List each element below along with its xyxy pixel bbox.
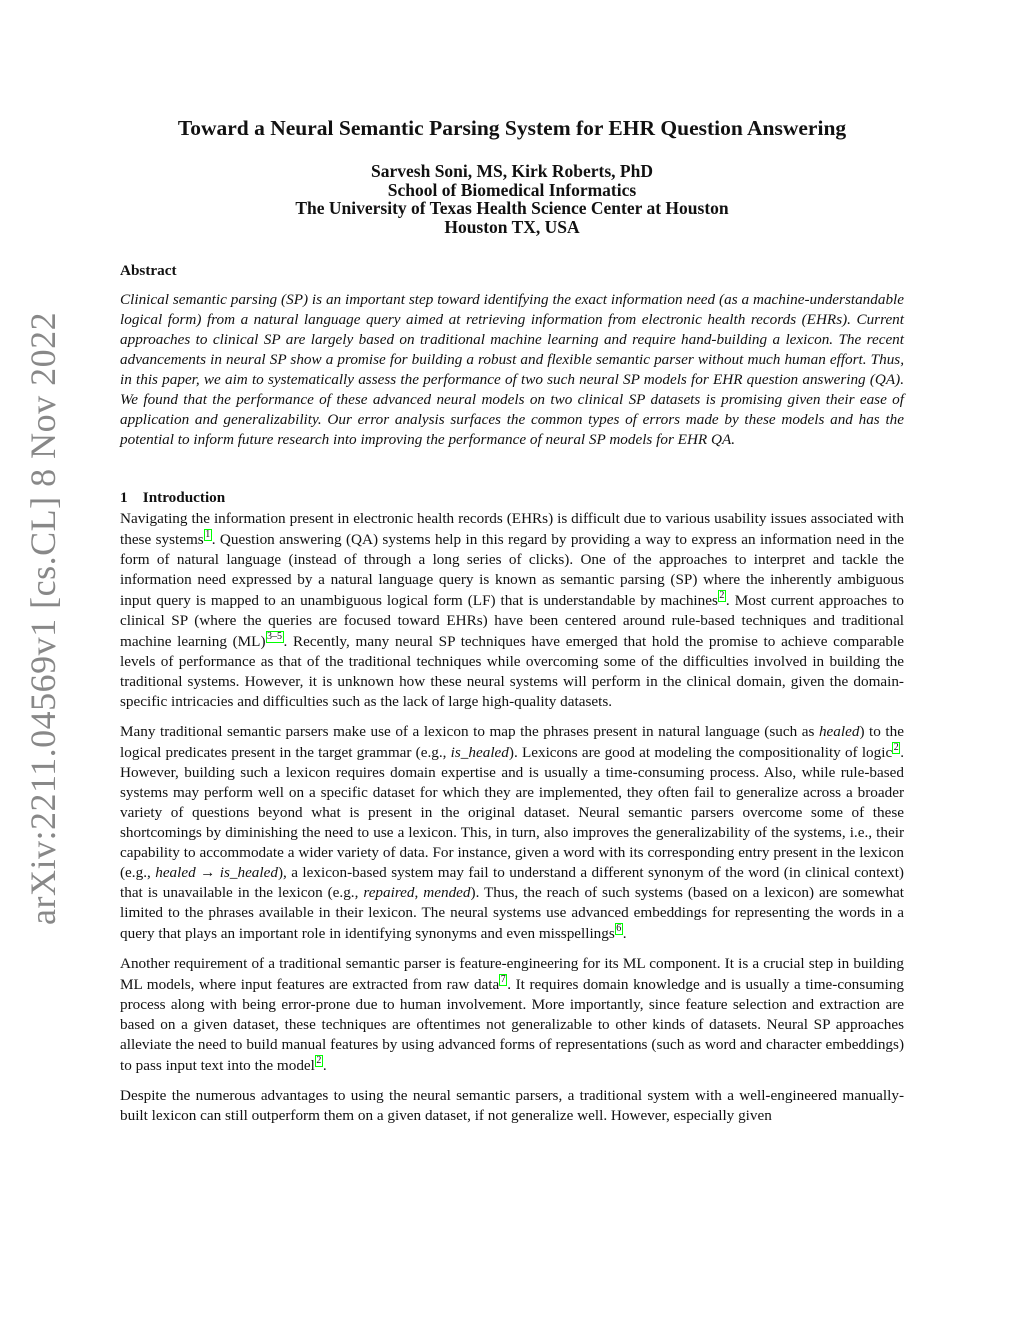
abstract-heading: Abstract <box>120 262 177 279</box>
paragraph <box>120 509 904 712</box>
citation-link[interactable]: 2 <box>893 742 899 753</box>
citation-link[interactable]: 6 <box>616 923 622 934</box>
text-run: . <box>322 1057 327 1074</box>
text-run: . <box>622 925 627 942</box>
authors-line: Sarvesh Soni, MS, Kirk Roberts, PhD <box>371 161 653 181</box>
text-run: mended <box>423 884 471 901</box>
section-heading-introduction: 1 Introduction <box>120 489 226 506</box>
text-run: . Question answering (QA) systems help in this regard by providing a way to express an information need in the form of natural language (instead of through a long series of clicks). One of the approaches to interpret and tackle the information need expressed by a natural language query is known as semantic parsing (SP) where the inherently ambiguous input query is mapped to an unambiguous logical form (LF) that is understandable by machines <box>120 531 904 609</box>
text-run: Another requirement of a traditional semantic parser is feature-engineering for its ML component. It is a crucial step in building ML models, where input features are extracted from raw data <box>120 955 904 993</box>
text-run: . Most current approaches to clinical SP (where the queries are focused toward EHRs) have been centered around rule-based techniques and traditional machine learning (ML) <box>120 592 905 650</box>
author-block <box>0 162 1024 236</box>
text-run: ) to the logical predicates present in the target grammar (e.g., <box>120 723 904 761</box>
citation-link[interactable]: 7 <box>500 974 506 985</box>
text-run: ), a lexicon-based system may fail to understand a different synonym of the word (in clinical context) that is unavailable in the lexicon (e.g., <box>120 864 904 901</box>
text-run: ). Thus, the reach of such systems (based on a lexicon) are somewhat limited to the phrases available in their lexicon. The neural systems use advanced embeddings for representing the words in a query that plays an important role in identifying synonyms and even misspellings <box>120 884 905 942</box>
text-run: , <box>414 884 424 901</box>
text-run: Many traditional semantic parsers make use of a lexicon to map the phrases present in natural language (such as <box>120 723 819 740</box>
abstract-text: Clinical semantic parsing (SP) is an important step toward identifying the exact information need (as a machine-understandable logical form) from a natural language query aimed at retrieving information from electronic health records (EHRs). Current approaches to clinical SP are largely based on traditional machine learning and require hand-building a lexicon. The recent advancements in neural SP show a promise for building a robust and flexible semantic parser without much human effort. Thus, in this paper, we aim to systematically assess the performance of two such neural SP models for EHR question answering (QA). We found that the performance of these advanced neural models on two clinical SP datasets is promising given their ease of application and generalizability. Our error analysis surfaces the common types of errors made by these models and has the potential to inform future research into improving the performance of neural SP models for EHR QA. <box>120 291 904 448</box>
text-run: healed → is_healed <box>155 864 278 881</box>
citation-link[interactable]: 3–5 <box>267 631 283 642</box>
paragraph <box>120 722 904 944</box>
paragraph <box>120 954 904 1076</box>
citation-link[interactable]: 2 <box>719 590 725 601</box>
arxiv-stamp: arXiv:2211.04569v1 [cs.CL] 8 Nov 2022 <box>23 311 63 925</box>
paragraph <box>120 1086 904 1126</box>
text-run: . It requires domain knowledge and is usually a time-consuming process along with being error-prone due to human involvement. More importantly, since feature selection and extraction are based on a given dataset, these techniques are oftentimes not generalizable to other kinds of datasets. Neural SP approaches alleviate the need to build manual features by using advanced forms of representations (such as word and character embeddings) to pass input text into the model <box>120 976 905 1074</box>
citation-link[interactable]: 1 <box>205 529 211 540</box>
text-run: Navigating the information present in electronic health records (EHRs) is difficult due to various usability issues associated with these systems <box>120 510 904 548</box>
text-run: repaired <box>363 884 415 901</box>
citation-link[interactable]: 2 <box>316 1055 322 1066</box>
text-run: is_healed <box>450 744 509 761</box>
affiliation-university: The University of Texas Health Science Center at Houston <box>295 198 729 218</box>
text-run: ). Lexicons are good at modeling the compositionality of logic <box>508 744 893 761</box>
text-run: healed <box>818 723 860 740</box>
text-run: Despite the numerous advantages to using the neural semantic parsers, a traditional system with a well-engineered manually-built lexicon can still outperform them on a given dataset, if not generalize well. However, especially given <box>120 1087 904 1124</box>
paper-title: Toward a Neural Semantic Parsing System for EHR Question Answering <box>177 116 847 140</box>
affiliation-location: Houston TX, USA <box>444 216 580 237</box>
introduction-body <box>120 509 904 1136</box>
affiliation-school: School of Biomedical Informatics <box>387 179 637 200</box>
text-run: . Recently, many neural SP techniques have emerged that hold the promise to achieve comparable levels of performance as that of the traditional techniques while overcoming some of the difficulties involved in building the traditional systems. However, it is unknown how these neural systems will perform in the clinical domain, given the domain-specific intricacies and difficulties such as the lack of large high-quality datasets. <box>120 633 904 710</box>
text-run: . However, building such a lexicon requires domain expertise and is usually a time-consuming process. Also, while rule-based systems may perform well on a specific dataset for which they are implemented, they often fail to generalize across a broader variety of questions beyond what is present in the original dataset. Neural semantic parsers overcome some of these shortcomings by diminishing the need to use a lexicon. This, in turn, also improves the generalizability of the systems, i.e., their capability to accommodate a wider variety of data. For instance, given a word with its corresponding entry present in the lexicon (e.g., <box>120 744 904 881</box>
